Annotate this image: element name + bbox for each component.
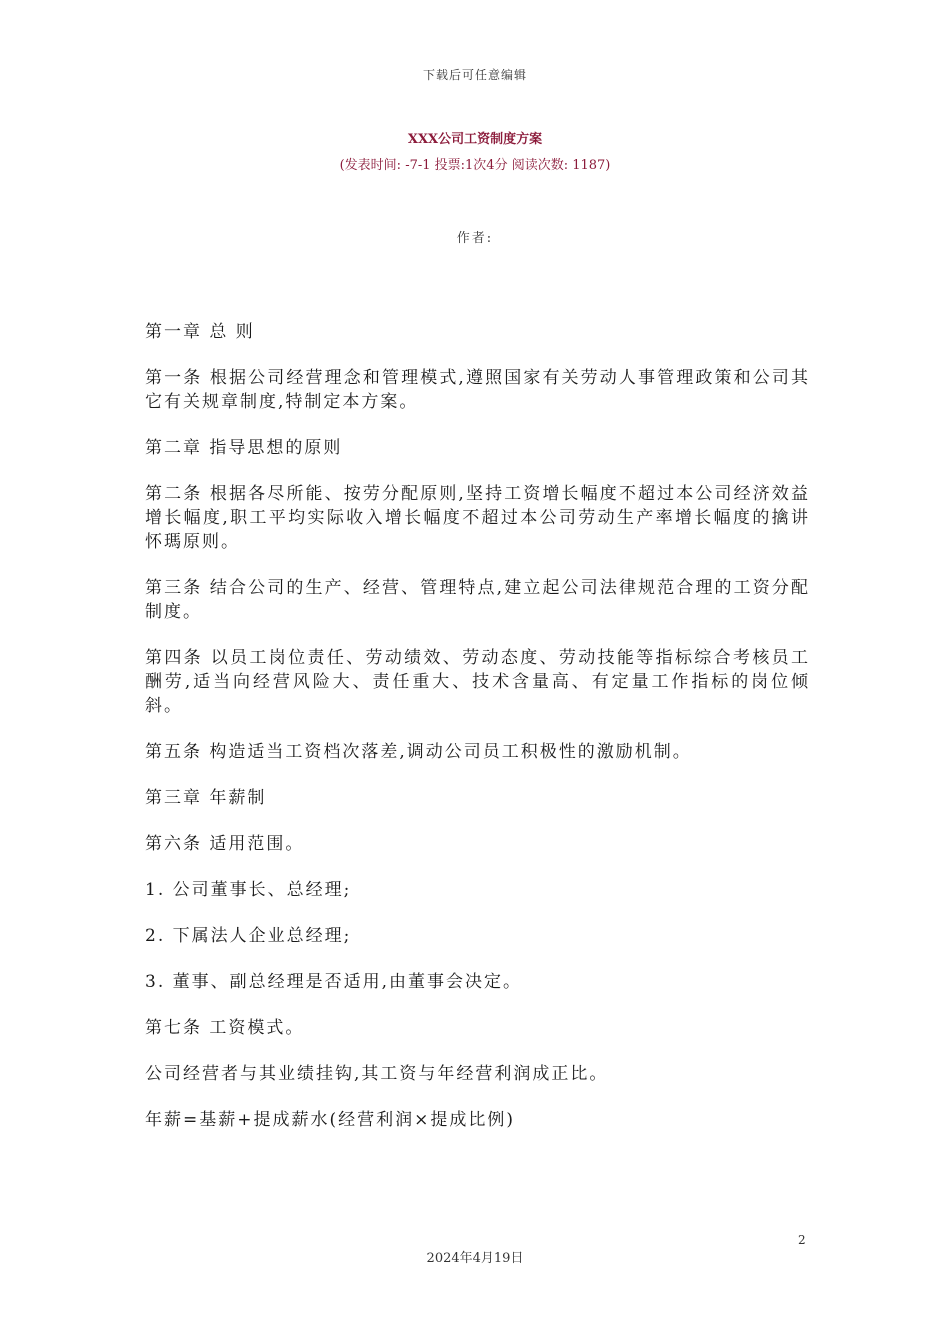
page-number: 2 — [798, 1233, 806, 1247]
list-item: 3. 董事、副总经理是否适用,由董事会决定。 — [145, 972, 523, 992]
document-body — [145, 320, 810, 1154]
document-title: XXX公司工资制度方案 — [407, 132, 543, 147]
list-item: 2. 下属法人企业总经理; — [145, 926, 352, 946]
list-item: 1. 公司董事长、总经理; — [145, 880, 352, 900]
chapter-heading: 第三章 年薪制 — [145, 788, 267, 808]
body-paragraph: 公司经营者与其业绩挂钩,其工资与年经营利润成正比。 — [145, 1064, 609, 1084]
article-paragraph: 第六条 适用范围。 — [145, 834, 305, 854]
author-line: 作者: — [456, 231, 494, 246]
chapter-heading: 第一章 总 则 — [145, 322, 255, 342]
article-paragraph: 第三条 结合公司的生产、经营、管理特点,建立起公司法律规范合理的工资分配制度。 — [145, 578, 810, 622]
formula-paragraph: 年薪=基薪+提成薪水(经营利润×提成比例) — [145, 1110, 515, 1130]
document-meta: (发表时间: -7-1 投票:1次4分 阅读次数: 1187) — [339, 158, 611, 173]
article-paragraph: 第七条 工资模式。 — [145, 1018, 305, 1038]
article-paragraph: 第二条 根据各尽所能、按劳分配原则,坚持工资增长幅度不超过本公司经济效益增长幅度,职工平均实际收入增长幅度不超过本公司劳动生产率增长幅度的擒讲怀瑪原则。 — [145, 484, 810, 552]
footer-date: 2024年4月19日 — [426, 1251, 524, 1266]
chapter-heading: 第二章 指导思想的原则 — [145, 438, 343, 458]
header-note: 下载后可任意编辑 — [422, 68, 527, 82]
article-paragraph: 第一条 根据公司经营理念和管理模式,遵照国家有关劳动人事管理政策和公司其它有关规章制度,特制定本方案。 — [145, 368, 810, 412]
article-paragraph: 第四条 以员工岗位责任、劳动绩效、劳动态度、劳动技能等指标综合考核员工酬劳,适当向经营风险大、责任重大、技术含量高、有定量工作指标的岗位倾斜。 — [145, 648, 810, 716]
article-paragraph: 第五条 构造适当工资档次落差,调动公司员工积极性的激励机制。 — [145, 742, 692, 762]
